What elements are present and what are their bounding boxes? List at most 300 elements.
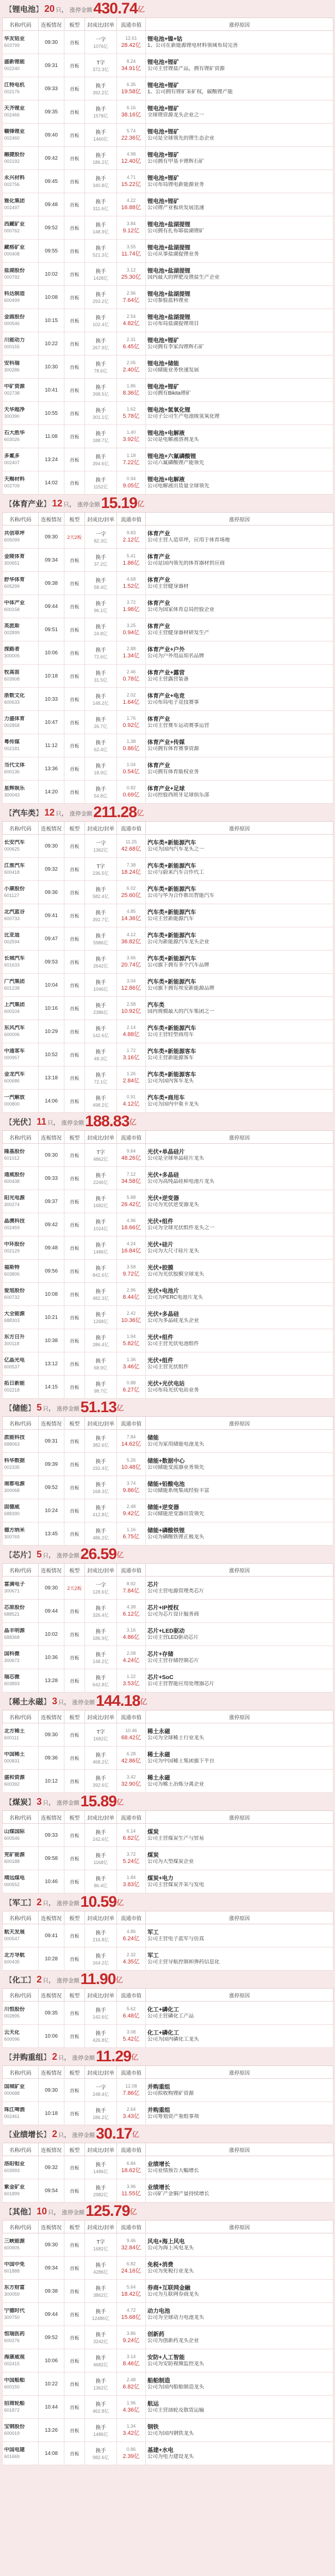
table-row[interactable] (3, 1924, 333, 1947)
stock-name[interactable]: 长城汽车 (4, 956, 25, 961)
column-header[interactable]: 板型 (64, 1911, 85, 1924)
sector-name: 稀土永磁 (12, 1698, 44, 1706)
stock-name[interactable]: 福斯特 (4, 1265, 20, 1270)
sector-header[interactable]: 【并购重组】 2 只， 涨停金额11.29亿 (5, 2048, 139, 2065)
table-row[interactable] (3, 1283, 333, 1306)
table-row[interactable] (3, 1043, 333, 1066)
column-header[interactable]: 涨停原因 (146, 513, 333, 526)
stock-name[interactable]: 金龙汽车 (4, 1072, 25, 1077)
stock-name[interactable]: 北汽蓝谷 (4, 909, 25, 915)
stock-name[interactable]: 中通客车 (4, 1048, 25, 1054)
stock-name[interactable]: 永兴材料 (4, 175, 25, 181)
column-header[interactable]: 板型 (64, 1564, 85, 1577)
column-header[interactable]: 封成比/封单 (85, 1710, 117, 1723)
stock-name[interactable]: 星辉娱乐 (4, 786, 25, 791)
stock-name[interactable]: 粤传媒 (4, 739, 20, 745)
column-header[interactable]: 涨停原因 (146, 18, 333, 31)
column-header[interactable]: 板型 (64, 822, 85, 835)
stock-name[interactable]: 北方稀土 (4, 1728, 25, 1734)
stock-name[interactable]: 招商轮船 (4, 2401, 25, 2406)
sector-count-unit: 只 (63, 502, 70, 508)
ban-type: 换手 392.7亿 (85, 904, 117, 927)
stock-name[interactable]: 盛和资源 (4, 1775, 25, 1781)
stock-name[interactable]: 川能动力 (4, 337, 25, 343)
stock-name[interactable]: 多氟多 (4, 453, 20, 459)
column-header[interactable]: 板型 (64, 513, 85, 526)
table-row[interactable] (3, 1260, 333, 1283)
sector-amount-label: 涨停金额 (70, 811, 93, 817)
table-row[interactable] (3, 1723, 333, 1747)
column-header[interactable]: 名称/代码 (3, 2221, 39, 2233)
table-row[interactable] (3, 781, 333, 804)
table-row[interactable] (3, 1577, 333, 1600)
column-header[interactable]: 名称/代码 (3, 18, 39, 31)
column-header[interactable]: 连板情况 (39, 1564, 64, 1577)
stock-name[interactable]: 中体产业 (4, 600, 25, 606)
seal-ratio: 1.86 (126, 383, 136, 388)
table-row[interactable] (3, 77, 333, 100)
stock-cell (3, 1824, 39, 1847)
column-header[interactable]: 板型 (64, 18, 85, 31)
column-header[interactable]: 流通市值 (117, 513, 146, 526)
stock-name[interactable]: 中国中免 (4, 2262, 25, 2267)
table-row[interactable] (3, 286, 333, 309)
reason-cell (146, 781, 333, 804)
column-header[interactable]: 封成比/封单 (85, 2221, 117, 2233)
column-header[interactable]: 板型 (64, 1989, 85, 2002)
stock-name[interactable]: 珠江啤酒 (4, 2107, 25, 2113)
table-row[interactable] (3, 927, 333, 951)
table-row[interactable] (3, 2102, 333, 2125)
stock-name[interactable]: 瑞芯微 (4, 1674, 20, 1680)
stock-name[interactable]: 北方导航 (4, 1953, 25, 1958)
reason-cell (146, 618, 333, 641)
stock-name[interactable]: 探路者 (4, 647, 20, 652)
table-row[interactable] (3, 100, 333, 124)
table-row[interactable] (3, 471, 333, 495)
stock-name[interactable]: 当代文体 (4, 762, 25, 768)
reason-cell (146, 2303, 333, 2326)
stock-name[interactable]: 洛阳钼业 (4, 2161, 25, 2167)
stock-name[interactable]: 科华数据 (4, 1458, 25, 1464)
stock-name[interactable]: 英派斯 (4, 623, 20, 629)
column-header[interactable]: 封成比/封单 (85, 1989, 117, 2002)
table-row[interactable] (3, 2025, 333, 2048)
column-header[interactable]: 名称/代码 (3, 513, 39, 526)
stock-name[interactable]: 舒华体育 (4, 577, 25, 583)
table-row[interactable] (3, 2396, 333, 2419)
stock-name[interactable]: 天赐材料 (4, 477, 25, 482)
column-header[interactable]: 板型 (64, 2143, 85, 2156)
table-row[interactable] (3, 2257, 333, 2280)
stock-name[interactable]: 隆基股份 (4, 1149, 25, 1155)
stock-name[interactable]: 安科瑞 (4, 361, 20, 366)
column-header[interactable]: 连板情况 (39, 1989, 64, 2002)
table-row[interactable] (3, 526, 333, 549)
table-row[interactable] (3, 858, 333, 881)
column-header[interactable]: 流通市值 (117, 2221, 146, 2233)
column-header[interactable]: 涨停原因 (146, 1131, 333, 1144)
column-header[interactable]: 板型 (64, 1811, 85, 1824)
sector-count-unit: 只 (58, 2055, 64, 2061)
table-row[interactable] (3, 1352, 333, 1376)
table-row[interactable] (3, 688, 333, 711)
stock-name[interactable]: 石大胜华 (4, 430, 25, 436)
stock-name[interactable]: 云天化 (4, 2030, 20, 2036)
column-header[interactable]: 名称/代码 (3, 822, 39, 835)
table-row[interactable] (3, 355, 333, 379)
stock-name[interactable]: 派能科技 (4, 1435, 25, 1440)
table-row[interactable] (3, 2442, 333, 2465)
table-row[interactable] (3, 170, 333, 193)
column-header[interactable]: 板型 (64, 2221, 85, 2233)
column-header[interactable]: 连板情况 (39, 1417, 64, 1430)
stock-name[interactable]: 大全能源 (4, 1311, 25, 1317)
stock-name[interactable]: 山煤国际 (4, 1829, 25, 1835)
stock-name[interactable]: 上汽集团 (4, 1002, 25, 1008)
stock-name[interactable]: 力盛体育 (4, 716, 25, 722)
stock-name[interactable]: 西藏矿业 (4, 222, 25, 227)
table-row[interactable] (3, 835, 333, 858)
stock-name[interactable]: 中国船舶 (4, 2378, 25, 2383)
table-row[interactable] (3, 1947, 333, 1971)
stock-name[interactable]: 小康股份 (4, 886, 25, 892)
stock-name[interactable]: 中矿资源 (4, 384, 25, 389)
stock-name[interactable]: 江特电机 (4, 82, 25, 88)
table-row[interactable] (3, 2372, 333, 2396)
stock-name[interactable]: 德方纳米 (4, 1528, 25, 1533)
stock-name[interactable]: 东风汽车 (4, 1025, 25, 1031)
table-row[interactable] (3, 2002, 333, 2025)
sector-header[interactable]: 【光伏】 11 只， 涨停金额188.83亿 (5, 1113, 137, 1130)
table-row[interactable] (3, 402, 333, 425)
table-row[interactable] (3, 734, 333, 757)
sector-header[interactable]: 【芯片】 5 只， 涨停金额26.59亿 (5, 1546, 124, 1563)
table-row[interactable] (3, 124, 333, 147)
table-row[interactable] (3, 1213, 333, 1236)
seal-ratio: 5.41 (126, 553, 136, 558)
stock-name[interactable]: 南都电源 (4, 1481, 25, 1487)
stock-name[interactable]: 天华超净 (4, 407, 25, 413)
stock-name[interactable]: 盐湖股份 (4, 268, 25, 274)
column-header[interactable]: 流通市值 (117, 1417, 146, 1430)
table-row[interactable] (3, 309, 333, 332)
table-row[interactable] (3, 1144, 333, 1167)
stock-name[interactable]: 东方财富 (4, 2285, 25, 2291)
column-header[interactable]: 封成比/封单 (85, 1131, 117, 1144)
column-header[interactable]: 封成比/封单 (85, 2066, 117, 2079)
sector-header[interactable]: 【业绩增长】 2 只， 涨停金额30.17亿 (5, 2125, 140, 2142)
stock-name[interactable]: 三峡能源 (4, 2239, 25, 2244)
stock-name[interactable]: 阳光电源 (4, 1195, 25, 1201)
stock-name[interactable]: 宁德时代 (4, 2308, 25, 2314)
table-row[interactable] (3, 147, 333, 170)
column-header[interactable]: 名称/代码 (3, 1710, 39, 1723)
stock-name[interactable]: 广汽集团 (4, 979, 25, 985)
table-row[interactable] (3, 193, 333, 216)
column-header[interactable]: 板型 (64, 1417, 85, 1430)
stock-name[interactable]: 中环股份 (4, 1242, 25, 1247)
column-header[interactable]: 名称/代码 (3, 1564, 39, 1577)
table-row[interactable] (3, 379, 333, 402)
column-header[interactable]: 名称/代码 (3, 2066, 39, 2079)
table-row[interactable] (3, 1870, 333, 1893)
table-row[interactable] (3, 1600, 333, 1623)
sector-amount: 188.83 (85, 1113, 129, 1130)
stock-name[interactable]: 拓日新能 (4, 1381, 25, 1386)
table-row[interactable] (3, 1020, 333, 1043)
sector-count-unit: 只 (43, 1901, 49, 1907)
lianban-value: 首板 (70, 1222, 79, 1228)
sector-header[interactable]: 【其他】 10 只， 涨停金额125.79亿 (5, 2202, 137, 2219)
lianban-cell (64, 193, 85, 216)
table-row[interactable] (3, 1669, 333, 1692)
column-header[interactable]: 涨停原因 (146, 2221, 333, 2233)
column-header[interactable]: 涨停原因 (146, 1911, 333, 1924)
sector-header[interactable]: 【体育产业】 12 只， 涨停金额15.19亿 (5, 495, 145, 512)
table-row[interactable] (3, 2419, 333, 2442)
table-row[interactable] (3, 711, 333, 734)
column-header[interactable]: 封成比/封单 (85, 2143, 117, 2156)
sector-header[interactable]: 【军工】 2 只， 涨停金额10.59亿 (5, 1893, 124, 1910)
table-row[interactable] (3, 1376, 333, 1399)
table-row[interactable] (3, 595, 333, 618)
ban-type: 换手 4682亿 (85, 2349, 117, 2372)
column-header[interactable]: 连板情况 (39, 1811, 64, 1824)
stock-name[interactable]: 固德威 (4, 1504, 20, 1510)
column-header[interactable]: 名称/代码 (3, 1911, 39, 1924)
stock-name[interactable]: 晶澳科技 (4, 1218, 25, 1224)
sector-header[interactable]: 【煤炭】 3 只， 涨停金额15.89亿 (5, 1793, 124, 1810)
column-header[interactable]: 名称/代码 (3, 1989, 39, 2002)
stock-name[interactable]: 长安汽车 (4, 840, 25, 845)
table-row[interactable] (3, 1090, 333, 1113)
lianban-cell (64, 1824, 85, 1847)
stock-name[interactable]: 兖矿能源 (4, 1852, 25, 1858)
stock-name[interactable]: 盛新锂能 (4, 59, 25, 65)
column-header[interactable]: 封成比/封单 (85, 513, 117, 526)
stock-name[interactable]: 国城矿业 (4, 2084, 25, 2090)
table-row[interactable] (3, 216, 333, 240)
column-header[interactable]: 涨停原因 (146, 1811, 333, 1824)
stock-name[interactable]: 爱旭股份 (4, 1288, 25, 1294)
reason-cell (146, 1066, 333, 1090)
table-row[interactable] (3, 881, 333, 904)
lianban-cell (64, 2102, 85, 2125)
seal-cell (117, 1623, 146, 1646)
stock-cell (3, 100, 39, 124)
table-row[interactable] (3, 1329, 333, 1352)
stock-name[interactable]: 川恒股份 (4, 2007, 25, 2012)
table-row[interactable] (3, 1453, 333, 1476)
table-row[interactable] (3, 549, 333, 572)
table-row[interactable] (3, 1190, 333, 1213)
limit-time: 10:04 (39, 974, 64, 997)
column-header[interactable]: 流通市值 (117, 1131, 146, 1144)
stock-name[interactable]: 共创草坪 (4, 531, 25, 536)
stock-name[interactable]: 宝钢股份 (4, 2424, 25, 2430)
table-row[interactable] (3, 997, 333, 1020)
stock-name[interactable]: 一汽解放 (4, 1095, 25, 1100)
reason-cell (146, 2179, 333, 2202)
table-row[interactable] (3, 1167, 333, 1190)
stock-name[interactable]: 华友钴业 (4, 36, 25, 42)
seal-amount: 6.82亿 (123, 1835, 140, 1841)
seal-cell (117, 1144, 146, 1167)
table-row[interactable] (3, 2179, 333, 2202)
seal-cell (117, 170, 146, 193)
column-header[interactable]: 连板情况 (39, 1131, 64, 1144)
column-header[interactable]: 涨停原因 (146, 1989, 333, 2002)
stock-name[interactable]: 中国电建 (4, 2447, 25, 2453)
column-header[interactable]: 板型 (64, 2066, 85, 2079)
stock-name[interactable]: 融捷股份 (4, 152, 25, 158)
column-header[interactable]: 封成比/封单 (85, 1417, 117, 1430)
table-row[interactable] (3, 2233, 333, 2257)
column-header[interactable]: 流通市值 (117, 1911, 146, 1924)
stock-name[interactable]: 比亚迪 (4, 933, 20, 938)
column-header[interactable]: 封成比/封单 (85, 1811, 117, 1824)
table-row[interactable] (3, 1646, 333, 1669)
table-row[interactable] (3, 1066, 333, 1090)
stock-name[interactable]: 航天发展 (4, 1929, 25, 1935)
stock-name[interactable]: 雅化集团 (4, 198, 25, 204)
column-header[interactable]: 封成比/封单 (85, 1564, 117, 1577)
stock-name[interactable]: 紫金矿业 (4, 2184, 25, 2190)
sector-header[interactable]: 【稀土永磁】 3 只， 涨停金额144.18亿 (5, 1692, 147, 1709)
stock-name[interactable]: 藏格矿业 (4, 245, 25, 250)
table-row[interactable] (3, 904, 333, 927)
stock-name[interactable]: 金圆股份 (4, 314, 25, 320)
table-row[interactable] (3, 1430, 333, 1453)
stock-name[interactable]: 芯原股份 (4, 1605, 25, 1611)
table-row[interactable] (3, 2156, 333, 2179)
stock-name[interactable]: 富满电子 (4, 1582, 25, 1587)
reason-detail: 国内规模最大的汽车集团之一 (147, 1008, 214, 1014)
column-header[interactable]: 连板情况 (39, 2143, 64, 2156)
stock-name[interactable]: 海康威视 (4, 2354, 25, 2360)
table-row[interactable] (3, 2079, 333, 2102)
column-header[interactable]: 涨停原因 (146, 2143, 333, 2156)
reason-cell (146, 2002, 333, 2025)
stock-name[interactable]: 天齐锂业 (4, 106, 25, 111)
column-header[interactable]: 连板情况 (39, 1710, 64, 1723)
table-row[interactable] (3, 1847, 333, 1870)
column-header[interactable]: 连板情况 (39, 822, 64, 835)
stock-name[interactable]: 晶丰明源 (4, 1628, 25, 1634)
column-header[interactable]: 连板情况 (39, 2066, 64, 2079)
column-header[interactable]: 封成比/封单 (85, 18, 117, 31)
sector-header[interactable]: 【锂电池】 20 只， 涨停金额430.74亿 (5, 0, 145, 17)
table-row[interactable] (3, 951, 333, 974)
stock-name[interactable]: 牧高笛 (4, 670, 20, 675)
column-header[interactable]: 名称/代码 (3, 2143, 39, 2156)
table-row[interactable] (3, 1306, 333, 1329)
table-row[interactable] (3, 263, 333, 286)
column-header[interactable]: 名称/代码 (3, 1131, 39, 1144)
sector-header[interactable]: 【化工】 2 只， 涨停金额11.90亿 (5, 1971, 123, 1988)
reason-cell (146, 688, 333, 711)
column-header[interactable]: 流通市值 (117, 2066, 146, 2079)
table-row[interactable] (3, 425, 333, 448)
table-row[interactable] (3, 31, 333, 54)
column-header[interactable]: 名称/代码 (3, 1811, 39, 1824)
column-header[interactable]: 连板情况 (39, 513, 64, 526)
table-row[interactable] (3, 240, 333, 263)
column-header[interactable]: 涨停原因 (146, 1564, 333, 1577)
column-header[interactable]: 封成比/封单 (85, 1911, 117, 1924)
table-row[interactable] (3, 1522, 333, 1546)
column-header[interactable]: 连板情况 (39, 1911, 64, 1924)
column-header[interactable]: 涨停原因 (146, 2066, 333, 2079)
table-row[interactable] (3, 618, 333, 641)
column-header[interactable]: 流通市值 (117, 1989, 146, 2002)
sector-header[interactable]: 【汽车类】 12 只， 涨停金额211.28亿 (5, 804, 144, 821)
table-row[interactable] (3, 1499, 333, 1522)
column-header[interactable]: 流通市值 (117, 2143, 146, 2156)
table-row[interactable] (3, 448, 333, 471)
table-row[interactable] (3, 1747, 333, 1770)
stock-name[interactable]: 东方日升 (4, 1334, 25, 1340)
stock-name[interactable]: 亿晶光电 (4, 1358, 25, 1363)
column-header[interactable]: 板型 (64, 1131, 85, 1144)
column-header[interactable]: 封成比/封单 (85, 822, 117, 835)
stock-name[interactable]: 国科微 (4, 1651, 20, 1657)
column-header[interactable]: 流通市值 (117, 1710, 146, 1723)
stock-name[interactable]: 江淮汽车 (4, 863, 25, 869)
column-header[interactable]: 板型 (64, 1710, 85, 1723)
column-header[interactable]: 流通市值 (117, 1811, 146, 1824)
stock-name[interactable]: 中国稀土 (4, 1752, 25, 1757)
table-row[interactable] (3, 1476, 333, 1499)
column-header[interactable]: 连板情况 (39, 18, 64, 31)
table-row[interactable] (3, 757, 333, 781)
table-row[interactable] (3, 974, 333, 997)
table-row[interactable] (3, 1770, 333, 1793)
table-row[interactable] (3, 332, 333, 355)
table-row[interactable] (3, 1236, 333, 1260)
stock-name[interactable]: 金陵体育 (4, 554, 25, 560)
table-row[interactable] (3, 2349, 333, 2372)
column-header[interactable]: 连板情况 (39, 2221, 64, 2233)
table-row[interactable] (3, 1824, 333, 1847)
table-row[interactable] (3, 2326, 333, 2349)
stock-name[interactable]: 靖远煤电 (4, 1875, 25, 1881)
sector-header[interactable]: 【储能】 5 只， 涨停金额51.13亿 (5, 1399, 124, 1416)
table-row[interactable] (3, 1623, 333, 1646)
table-row[interactable] (3, 665, 333, 688)
stock-name[interactable]: 赣锋锂业 (4, 129, 25, 134)
reason-cell (146, 1376, 333, 1399)
column-header[interactable]: 涨停原因 (146, 822, 333, 835)
column-header[interactable]: 涨停原因 (146, 1710, 333, 1723)
table-row[interactable] (3, 572, 333, 595)
stock-name[interactable]: 科达制造 (4, 291, 25, 297)
column-header[interactable]: 名称/代码 (3, 1417, 39, 1430)
column-header[interactable]: 流通市值 (117, 1564, 146, 1577)
column-header[interactable]: 涨停原因 (146, 1417, 333, 1430)
column-header[interactable]: 流通市值 (117, 18, 146, 31)
stock-name[interactable]: 浙数文化 (4, 693, 25, 699)
table-row[interactable] (3, 2303, 333, 2326)
sector-count-unit: 只 (43, 1978, 49, 1984)
stock-name[interactable]: 通威股份 (4, 1172, 25, 1178)
table-row[interactable] (3, 54, 333, 77)
stock-name[interactable]: 恒瑞医药 (4, 2331, 25, 2337)
column-header[interactable]: 流通市值 (117, 822, 146, 835)
table-row[interactable] (3, 2280, 333, 2303)
table-row[interactable] (3, 641, 333, 665)
